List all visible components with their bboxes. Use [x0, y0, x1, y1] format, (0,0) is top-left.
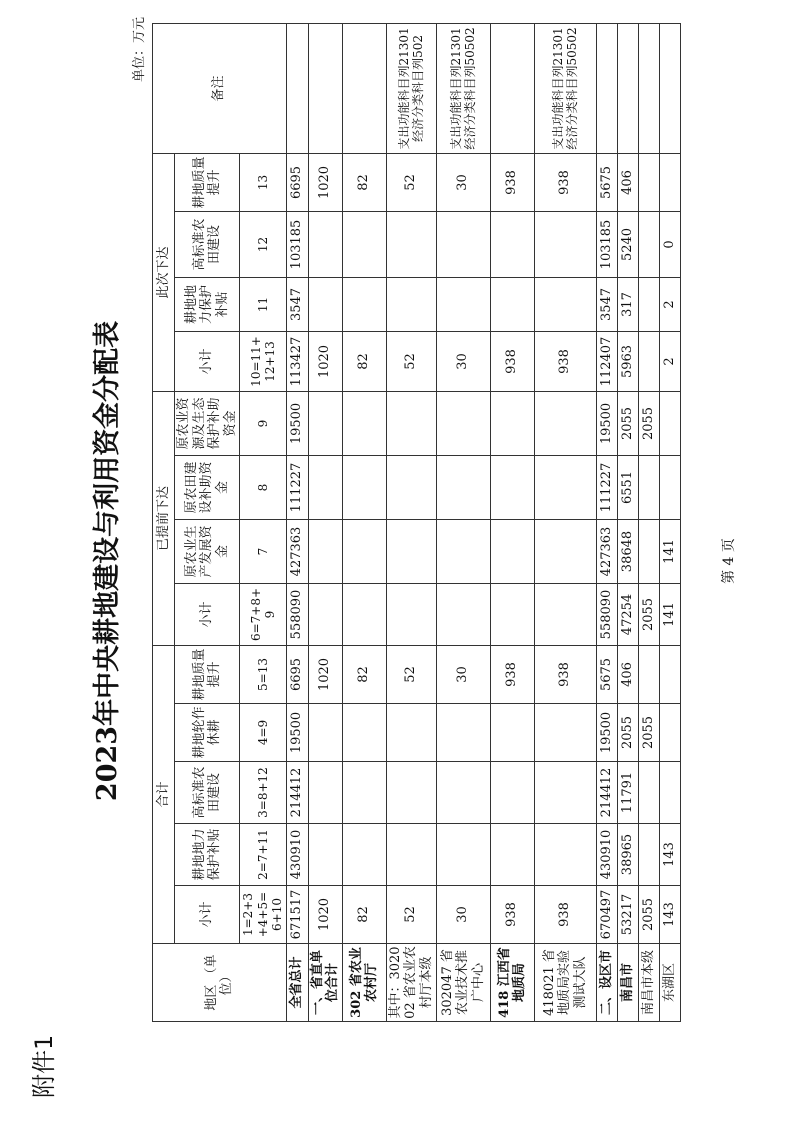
region-name-cell: 302047 省农业技术推广中心	[436, 944, 490, 1022]
region-name-cell: 全省总计	[286, 944, 308, 1022]
value-cell: 670497	[596, 886, 617, 944]
formula-index-cell: 12	[240, 211, 286, 277]
value-cell	[436, 277, 490, 331]
value-cell	[436, 704, 490, 762]
table-row	[617, 23, 638, 1021]
value-cell	[342, 762, 386, 824]
value-cell: 938	[534, 886, 596, 944]
formula-index-cell: 7	[240, 520, 286, 584]
value-cell: 111227	[596, 456, 617, 520]
note-cell: 支出功能科目列21301经济分类科目列50502	[534, 23, 596, 153]
value-cell: 82	[342, 886, 386, 944]
region-name-cell: 东湖区	[659, 944, 680, 1022]
value-cell	[659, 704, 680, 762]
value-cell: 2	[659, 331, 680, 391]
current-col-header: 耕地地力保护补贴	[175, 277, 240, 331]
value-cell	[638, 762, 659, 824]
value-cell	[308, 704, 342, 762]
value-cell: 0	[659, 211, 680, 277]
total-col-header: 高标准农田建设	[175, 762, 240, 824]
value-cell	[308, 762, 342, 824]
current-col-header: 高标准农田建设	[175, 211, 240, 277]
value-cell	[342, 520, 386, 584]
value-cell: 52	[386, 646, 436, 704]
value-cell	[638, 824, 659, 886]
total-group-header: 合计	[153, 646, 175, 944]
value-cell	[659, 646, 680, 704]
value-cell: 938	[490, 646, 534, 704]
value-cell	[308, 211, 342, 277]
formula-index-cell: 8	[240, 456, 286, 520]
page-number: 第 4 页	[721, 538, 737, 584]
notes-header: 备注	[153, 23, 287, 153]
value-cell: 113427	[286, 331, 308, 391]
value-cell: 2055	[638, 391, 659, 455]
region-name-cell: 418 江西省地质局	[490, 944, 534, 1022]
formula-index-cell: 6=7+8+9	[240, 584, 286, 646]
prior-col-header: 原农业生产发展资金	[175, 520, 240, 584]
value-cell: 427363	[286, 520, 308, 584]
value-cell	[342, 824, 386, 886]
value-cell	[386, 584, 436, 646]
table-row	[596, 23, 617, 1021]
value-cell	[659, 153, 680, 211]
value-cell: 2	[659, 277, 680, 331]
note-cell	[308, 23, 342, 153]
value-cell	[490, 391, 534, 455]
value-cell	[342, 277, 386, 331]
value-cell	[490, 824, 534, 886]
formula-index-cell: 5=13	[240, 646, 286, 704]
note-cell: 支出功能科目列21301经济分类科目列502	[386, 23, 436, 153]
value-cell	[534, 277, 596, 331]
value-cell	[386, 456, 436, 520]
region-name-cell: 其中：302002 省农业农村厅本级	[386, 944, 436, 1022]
value-cell	[490, 520, 534, 584]
current-col-header: 耕地质量提升	[175, 153, 240, 211]
note-cell	[638, 23, 659, 153]
value-cell: 103185	[286, 211, 308, 277]
value-cell: 30	[436, 153, 490, 211]
value-cell: 103185	[596, 211, 617, 277]
value-cell: 938	[534, 153, 596, 211]
value-cell: 3547	[596, 277, 617, 331]
note-cell	[617, 23, 638, 153]
value-cell	[386, 824, 436, 886]
value-cell	[490, 762, 534, 824]
value-cell: 30	[436, 646, 490, 704]
value-cell: 1020	[308, 331, 342, 391]
note-cell	[342, 23, 386, 153]
value-cell: 938	[534, 331, 596, 391]
value-cell	[534, 211, 596, 277]
prior-col-header: 原农田建设补助资金	[175, 456, 240, 520]
value-cell	[342, 584, 386, 646]
region-name-cell: 南昌市本级	[638, 944, 659, 1022]
value-cell	[638, 153, 659, 211]
value-cell: 406	[617, 153, 638, 211]
current-group-header: 此次下达	[153, 153, 175, 391]
formula-index-cell: 10=11+12+13	[240, 331, 286, 391]
value-cell	[436, 391, 490, 455]
value-cell: 19500	[596, 391, 617, 455]
value-cell: 558090	[596, 584, 617, 646]
value-cell	[490, 456, 534, 520]
value-cell: 111227	[286, 456, 308, 520]
region-name-cell: 二、设区市	[596, 944, 617, 1022]
value-cell: 2055	[617, 391, 638, 455]
value-cell: 406	[617, 646, 638, 704]
value-cell: 82	[342, 153, 386, 211]
value-cell: 30	[436, 331, 490, 391]
total-col-header: 耕地质量提升	[175, 646, 240, 704]
value-cell: 938	[490, 331, 534, 391]
total-col-header: 小计	[175, 886, 240, 944]
value-cell: 2055	[638, 886, 659, 944]
table-row	[490, 23, 534, 1021]
value-cell	[386, 277, 436, 331]
value-cell: 6695	[286, 646, 308, 704]
region-header: 地区 （单位）	[153, 944, 287, 1022]
value-cell	[342, 704, 386, 762]
attachment-label: 附件1	[30, 1034, 58, 1098]
value-cell	[342, 391, 386, 455]
region-name-cell: 418021 省地质局实验测试大队	[534, 944, 596, 1022]
value-cell: 6551	[617, 456, 638, 520]
value-cell	[534, 824, 596, 886]
value-cell	[534, 391, 596, 455]
note-cell	[286, 23, 308, 153]
value-cell: 671517	[286, 886, 308, 944]
value-cell	[638, 456, 659, 520]
formula-index-cell: 13	[240, 153, 286, 211]
value-cell: 143	[659, 824, 680, 886]
value-cell: 6695	[286, 153, 308, 211]
current-col-header: 小计	[175, 331, 240, 391]
value-cell	[490, 211, 534, 277]
value-cell: 141	[659, 584, 680, 646]
value-cell	[386, 391, 436, 455]
total-col-header: 耕地轮作休耕	[175, 704, 240, 762]
value-cell: 317	[617, 277, 638, 331]
value-cell	[436, 456, 490, 520]
value-cell	[436, 520, 490, 584]
value-cell	[534, 520, 596, 584]
value-cell: 1020	[308, 886, 342, 944]
value-cell	[534, 584, 596, 646]
table-row	[436, 23, 490, 1021]
value-cell	[308, 584, 342, 646]
value-cell	[308, 456, 342, 520]
value-cell: 1020	[308, 646, 342, 704]
value-cell: 141	[659, 520, 680, 584]
value-cell: 214412	[286, 762, 308, 824]
value-cell: 19500	[286, 704, 308, 762]
table-row	[386, 23, 436, 1021]
value-cell: 30	[436, 886, 490, 944]
value-cell	[638, 646, 659, 704]
value-cell: 938	[490, 886, 534, 944]
value-cell: 2055	[638, 584, 659, 646]
value-cell	[308, 391, 342, 455]
value-cell	[436, 762, 490, 824]
value-cell	[638, 277, 659, 331]
value-cell: 19500	[286, 391, 308, 455]
prior-group-header: 已提前下达	[153, 391, 175, 645]
value-cell: 5675	[596, 646, 617, 704]
value-cell	[638, 211, 659, 277]
value-cell: 3547	[286, 277, 308, 331]
value-cell	[659, 391, 680, 455]
prior-col-header: 小计	[175, 584, 240, 646]
region-name-cell: 一、省直单位合计	[308, 944, 342, 1022]
value-cell	[534, 456, 596, 520]
region-name-cell: 302 省农业农村厅	[342, 944, 386, 1022]
value-cell	[308, 520, 342, 584]
table-row	[638, 23, 659, 1021]
value-cell: 430910	[596, 824, 617, 886]
value-cell: 47254	[617, 584, 638, 646]
value-cell	[308, 277, 342, 331]
prior-col-header: 原农业资源及生态保护补助资金	[175, 391, 240, 455]
formula-index-cell: 11	[240, 277, 286, 331]
value-cell	[386, 704, 436, 762]
table-row	[342, 23, 386, 1021]
value-cell: 938	[534, 646, 596, 704]
note-cell	[659, 23, 680, 153]
value-cell: 52	[386, 886, 436, 944]
value-cell	[436, 584, 490, 646]
value-cell	[638, 520, 659, 584]
formula-index-cell: 2=7+11	[240, 824, 286, 886]
table-row	[308, 23, 342, 1021]
value-cell	[342, 211, 386, 277]
value-cell: 38648	[617, 520, 638, 584]
value-cell: 82	[342, 331, 386, 391]
value-cell	[386, 211, 436, 277]
value-cell: 2055	[617, 704, 638, 762]
note-cell: 支出功能科目列21301经济分类科目列50502	[436, 23, 490, 153]
value-cell	[386, 762, 436, 824]
formula-index-cell: 4=9	[240, 704, 286, 762]
formula-index-cell: 9	[240, 391, 286, 455]
unit-label: 单位：万元	[132, 16, 147, 82]
value-cell: 52	[386, 331, 436, 391]
value-cell	[308, 824, 342, 886]
value-cell: 143	[659, 886, 680, 944]
value-cell: 38965	[617, 824, 638, 886]
value-cell	[436, 824, 490, 886]
value-cell: 558090	[286, 584, 308, 646]
value-cell: 5675	[596, 153, 617, 211]
allocation-table	[152, 23, 681, 1022]
value-cell: 214412	[596, 762, 617, 824]
value-cell: 19500	[596, 704, 617, 762]
value-cell: 427363	[596, 520, 617, 584]
value-cell	[638, 331, 659, 391]
value-cell	[342, 456, 386, 520]
value-cell: 430910	[286, 824, 308, 886]
value-cell: 1020	[308, 153, 342, 211]
region-name-cell: 南昌市	[617, 944, 638, 1022]
page-title: 2023年中央耕地建设与利用资金分配表	[92, 320, 123, 802]
value-cell	[490, 584, 534, 646]
value-cell	[659, 762, 680, 824]
table-row	[659, 23, 680, 1021]
value-cell	[534, 704, 596, 762]
value-cell: 52	[386, 153, 436, 211]
value-cell: 5963	[617, 331, 638, 391]
table-row	[534, 23, 596, 1021]
total-col-header: 耕地地力保护补贴	[175, 824, 240, 886]
value-cell: 5240	[617, 211, 638, 277]
table-row	[286, 23, 308, 1021]
value-cell: 112407	[596, 331, 617, 391]
value-cell: 11791	[617, 762, 638, 824]
formula-index-cell: 3=8+12	[240, 762, 286, 824]
value-cell	[490, 277, 534, 331]
note-cell	[596, 23, 617, 153]
value-cell	[490, 704, 534, 762]
value-cell	[436, 211, 490, 277]
note-cell	[490, 23, 534, 153]
value-cell: 938	[490, 153, 534, 211]
value-cell	[386, 520, 436, 584]
value-cell: 2055	[638, 704, 659, 762]
formula-index-cell: 1=2+3+4+5=6+10	[240, 886, 286, 944]
value-cell	[659, 456, 680, 520]
value-cell	[534, 762, 596, 824]
value-cell: 53217	[617, 886, 638, 944]
value-cell: 82	[342, 646, 386, 704]
